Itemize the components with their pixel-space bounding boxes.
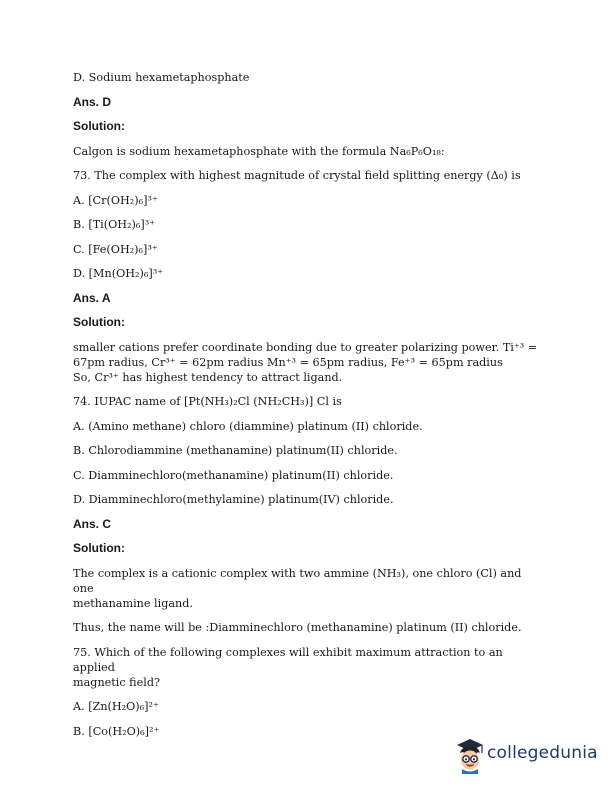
option-b: B. Chlorodiammine (methanamine) platinum(II) chloride.: [73, 444, 398, 457]
option-a: A. [Zn(H₂O)₆]²⁺: [73, 700, 159, 713]
solution-paragraph: [73, 566, 543, 611]
option-d: D. [Mn(OH₂)₆]³⁺: [73, 267, 164, 280]
question-73: 73. The complex with highest magnitude of crystal field splitting energy (Δ₀) is: [73, 169, 521, 182]
answer: Ans. C: [73, 516, 112, 531]
option-b: B. [Co(H₂O)₆]²⁺: [73, 724, 160, 738]
option-d: D. Sodium hexametaphosphate: [73, 71, 250, 84]
question-line: magnetic field?: [73, 675, 160, 689]
answer: Ans. A: [73, 290, 111, 305]
solution-heading: Solution:: [73, 315, 125, 329]
option-d: D. Diamminechloro(methylamine) platinum(IV) chloride.: [73, 493, 394, 506]
answer: Ans. D: [73, 94, 112, 109]
solution-line: So, Cr³⁺ has highest tendency to attract ligand.: [73, 370, 343, 384]
option-c: C. [Fe(OH₂)₆]³⁺: [73, 242, 158, 256]
option-b: B. [Ti(OH₂)₆]³⁺: [73, 218, 156, 231]
document-body: [73, 70, 543, 748]
question-75: [73, 645, 543, 690]
solution-line: smaller cations prefer coordinate bonding due to greater polarizing power. Ti⁺³ =: [73, 340, 538, 354]
solution-heading: Solution:: [73, 119, 125, 133]
collegedunia-logo: [453, 734, 598, 778]
solution-heading: Solution:: [73, 541, 125, 555]
solution-line: The complex is a cationic complex with two ammine (NH₃), one chloro (Cl) and one: [73, 566, 522, 595]
solution-line: methanamine ligand.: [73, 596, 193, 610]
solution-paragraph: [73, 340, 543, 385]
mascot-icon: [453, 736, 487, 776]
option-a: A. (Amino methane) chloro (diammine) platinum (II) chloride.: [73, 419, 423, 433]
option-a: A. [Cr(OH₂)₆]³⁺: [73, 193, 158, 207]
option-c: C. Diamminechloro(methanamine) platinum(II) chloride.: [73, 468, 394, 482]
question-74: 74. IUPAC name of [Pt(NH₃)₂Cl (NH₂CH₃)] Cl is: [73, 395, 342, 408]
solution-conclusion: Thus, the name will be :Diamminechloro (methanamine) platinum (II) chloride.: [73, 621, 522, 634]
solution-line: 67pm radius, Cr³⁺ = 62pm radius Mn⁺³ = 65pm radius, Fe⁺³ = 65pm radius: [73, 355, 503, 369]
solution-text: Calgon is sodium hexametaphosphate with the formula Na₆P₆O₁₈:: [73, 144, 445, 158]
logo-text: collegedunia: [487, 743, 598, 763]
question-line: 75. Which of the following complexes will exhibit maximum attraction to an applied: [73, 645, 503, 674]
